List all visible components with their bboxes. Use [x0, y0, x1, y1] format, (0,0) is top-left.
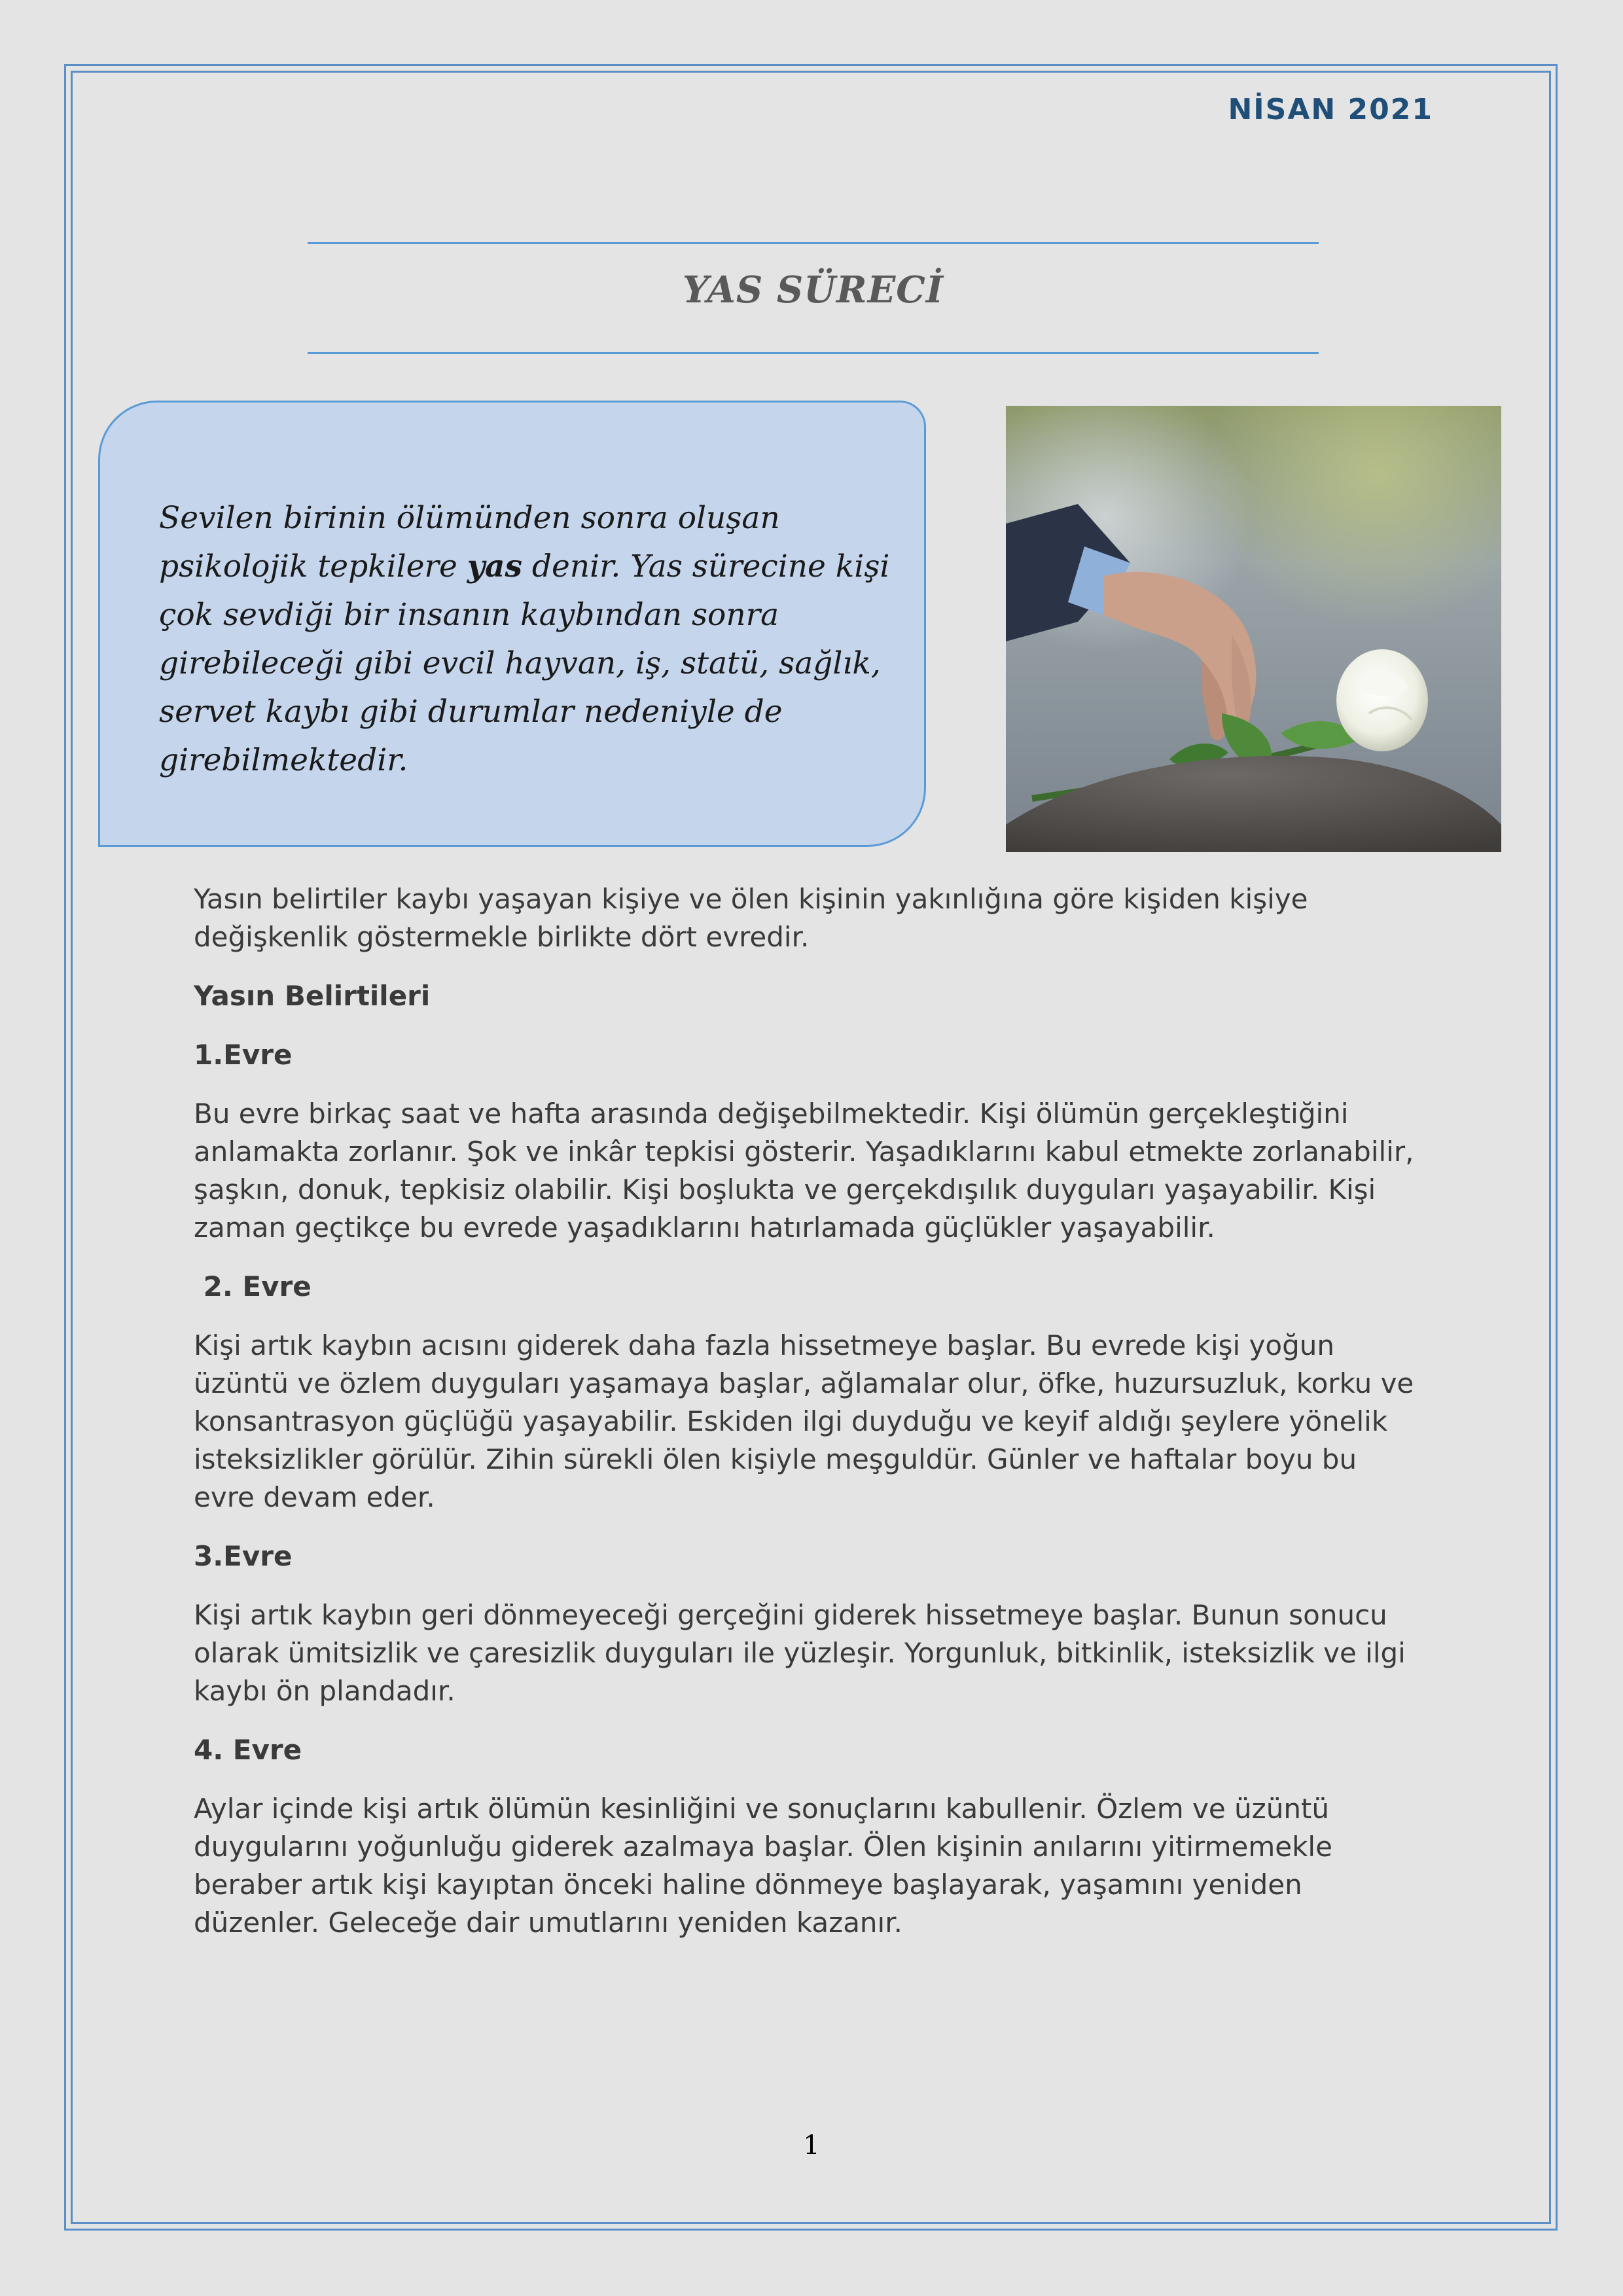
intro-text-part: denir. Yas sürecine kişi çok sevdiği bir insanın kaybından sonra girebileceği gibi evcil hayvan, iş, statü, sağlık, servet kaybı gibi durumlar nedeniyle de girebilmektedir.	[159, 548, 890, 778]
issue-date: NİSAN 2021	[1228, 93, 1433, 126]
stage-paragraph: Kişi artık kaybın acısını giderek daha fazla hissetmeye başlar. Bu evrede kişi yoğun üzüntü ve özlem duyguları yaşamaya başlar, ağlamalar olur, öfke, huzursuzluk, korku ve konsantrasyon güçlüğü yaşayabilir. Eskiden ilgi duyduğu ve keyif aldığı şeylere yönelik isteksizlikler görülür. Zihin sürekli ölen kişiyle meşguldür. Günler ve haftalar boyu bu evre devam eder.	[194, 1329, 1414, 1513]
stage-paragraph: Aylar içinde kişi artık ölümün kesinliğini ve sonuçlarını kabullenir. Özlem ve üzüntü duygularını yoğunluğu giderek azalmaya başlar. Ölen kişinin anılarını yitirmemekle beraber artık kişi kayıptan önceki haline dönmeye başlayarak, yaşamını yeniden düzenler. Geleceğe dair umutlarını yeniden kazanır.	[194, 1793, 1332, 1939]
page-number: 1	[803, 2130, 820, 2161]
section-heading: Yasın Belirtileri	[194, 980, 431, 1012]
lead-paragraph: Yasın belirtiler kaybı yaşayan kişiye ve ölen kişinin yakınlığına göre kişiden kişiye değişkenlik göstermekle birlikte dört evredir.	[194, 883, 1308, 953]
article-body	[194, 880, 1424, 1963]
hand-rose-gravestone-icon	[1006, 406, 1501, 852]
stage-paragraph: Bu evre birkaç saat ve hafta arasında değişebilmektedir. Kişi ölümün gerçekleştiğini anlamakta zorlanır. Şok ve inkâr tepkisi gösterir. Yaşadıklarını kabul etmekte zorlanabilir, şaşkın, donuk, tepkisiz olabilir. Kişi boşlukta ve gerçekdışılık duyguları yaşayabilir. Kişi zaman geçtikçe bu evrede yaşadıklarını hatırlamada güçlükler yaşayabilir.	[194, 1098, 1414, 1244]
intro-keyword: yas	[467, 548, 522, 584]
stage-heading: 1.Evre	[194, 1039, 293, 1071]
stage-paragraph: Kişi artık kaybın geri dönmeyeceği gerçeğini giderek hissetmeye başlar. Bunun sonucu olarak ümitsizlik ve çaresizlik duyguları ile yüzleşir. Yorgunluk, bitkinlik, isteksizlik ve ilgi kaybı ön plandadır.	[194, 1599, 1406, 1707]
intro-text-part: Sevilen birinin ölümünden sonra oluşan psikolojik tepkilere	[159, 500, 780, 584]
page-title: YAS SÜRECİ	[682, 268, 944, 312]
stage-heading: 3.Evre	[194, 1540, 293, 1572]
stage-heading: 4. Evre	[194, 1734, 302, 1766]
title-rule-top	[308, 242, 1319, 244]
intro-text	[159, 494, 892, 785]
grief-photo	[1006, 406, 1501, 852]
stage-heading: 2. Evre	[194, 1270, 312, 1302]
title-rule-bottom	[308, 352, 1319, 354]
